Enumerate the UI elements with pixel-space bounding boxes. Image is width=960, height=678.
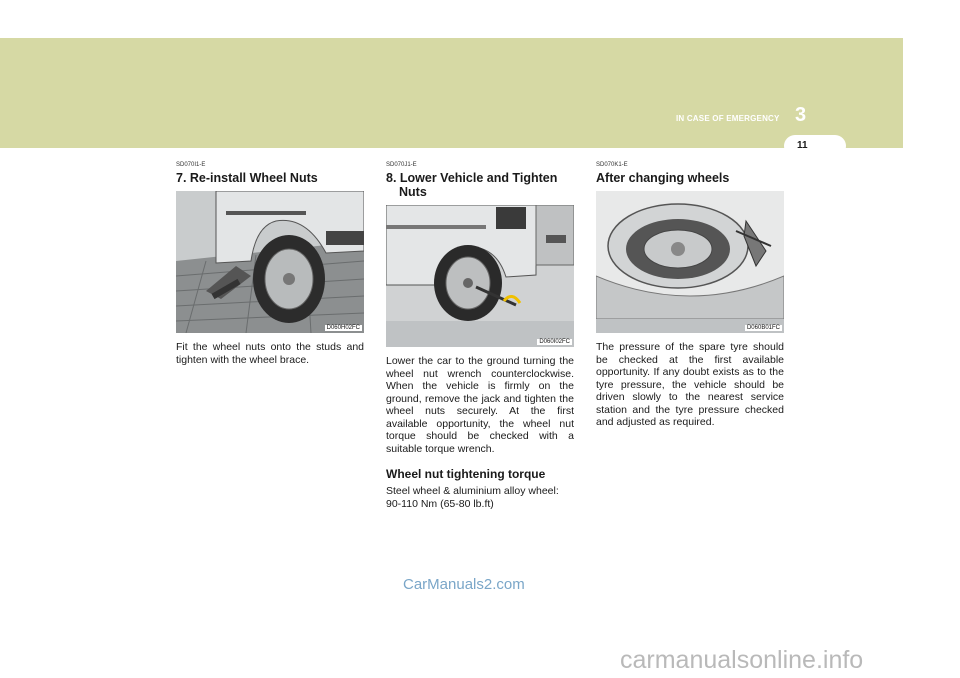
section-heading: [386, 171, 574, 199]
image-code: D060H02FC: [326, 325, 360, 331]
spare-wheel-illustration: [596, 191, 784, 319]
section-heading: [176, 171, 364, 185]
body-text: Fit the wheel nuts onto the studs and tighten with the wheel brace.: [176, 341, 364, 366]
subheading-torque: Wheel nut tightening torque: [386, 467, 546, 481]
body-text: The pressure of the spare tyre should be checked at the first available opportunity. If any doubt exists as to the tyre pressure, the vehicle should be driven slowly to the nearest service station and the tyre pressure checked and adjusted as required.: [596, 341, 784, 428]
column-lower-vehicle: [386, 162, 574, 510]
body-text: Lower the car to the ground turning the wheel nut wrench counterclockwise. When the vehicle is firmly on the ground, remove the jack and tighten the wheel nuts securely. At the first available opportunity, the wheel nut torque should be checked with a suitable torque wrench.: [386, 355, 574, 455]
section-code: SD070K1-E: [596, 162, 628, 168]
photo-spare-wheel: [596, 191, 784, 333]
column-reinstall-nuts: [176, 162, 364, 366]
photo-tighten-nuts: [386, 205, 574, 347]
section-code: SD070J1-E: [386, 162, 417, 168]
section-number: 3: [795, 104, 807, 126]
section-code: SD070I1-E: [176, 162, 206, 168]
torque-line: Steel wheel & aluminium alloy wheel:: [386, 485, 559, 497]
car-jack-illustration: [176, 191, 364, 333]
watermark-footer: carmanualsonline.info: [620, 646, 864, 674]
torque-spec: [386, 485, 574, 510]
watermark-link[interactable]: CarManuals2.com: [403, 576, 525, 593]
section-heading: [596, 171, 784, 185]
page-number: 11: [797, 140, 808, 151]
heading-line: 8. Lower Vehicle and Tighten: [386, 171, 558, 185]
section-title: IN CASE OF EMERGENCY: [676, 114, 780, 123]
heading-line-continued: Nuts: [399, 185, 427, 199]
photo-jack-wheel: [176, 191, 364, 333]
image-code: D060I02FC: [539, 339, 570, 345]
heading-line: After changing wheels: [596, 171, 730, 185]
column-after-changing: [596, 162, 784, 429]
torque-value: 90-110 Nm (65-80 lb.ft): [386, 497, 494, 510]
header-band: [0, 38, 903, 148]
wheel-wrench-illustration: [386, 205, 574, 321]
heading-line: 7. Re-install Wheel Nuts: [176, 171, 318, 185]
page-tab: [784, 135, 846, 157]
image-code: D060B01FC: [746, 325, 780, 331]
